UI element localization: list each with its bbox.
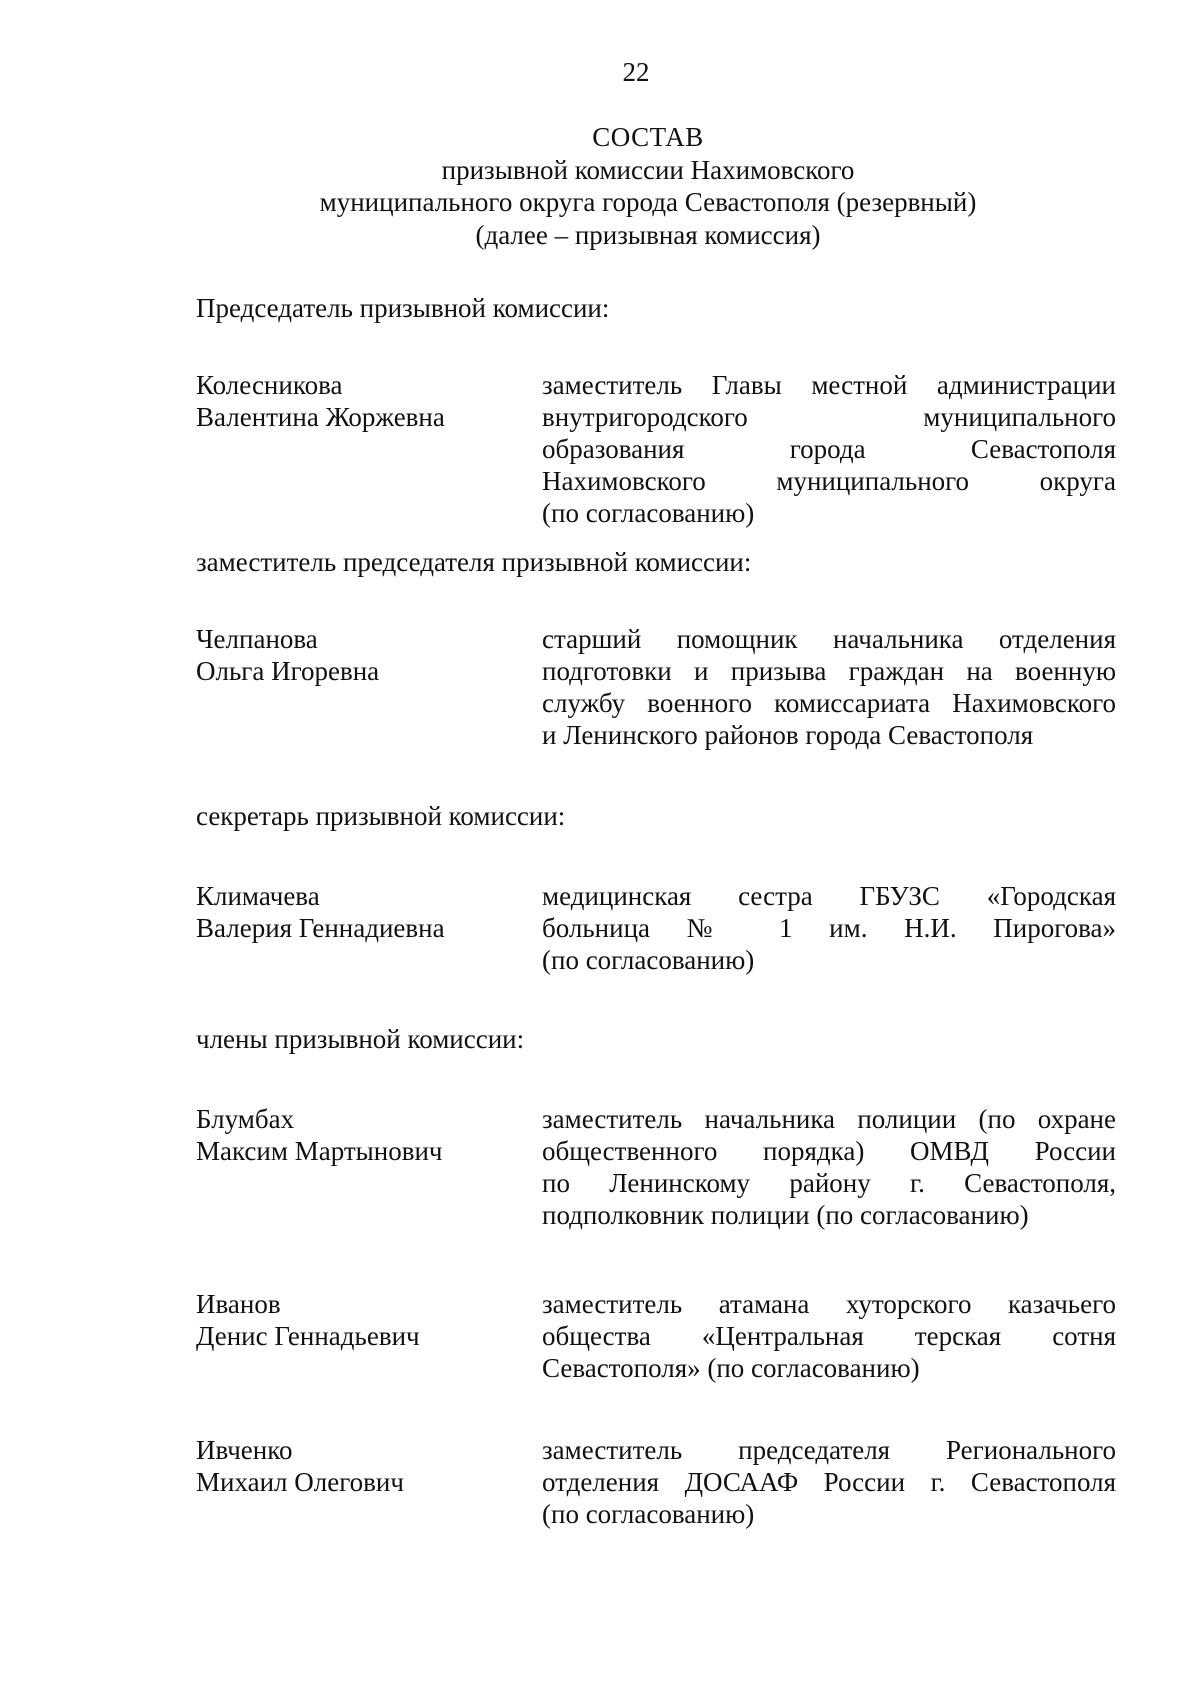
position-line: больница № 1 им. Н.И. Пирогова» [542, 913, 1116, 943]
position-line: заместитель начальника полиции (по охране [542, 1104, 1116, 1134]
person-surname: Климачева [196, 881, 320, 911]
person-name [196, 1434, 526, 1498]
person-given-names: Максим Мартынович [196, 1136, 443, 1166]
page-number: 22 [622, 57, 650, 87]
person-surname: Ивченко [196, 1435, 293, 1465]
position-line: заместитель Главы местной администрации [542, 370, 1116, 400]
person-position [542, 1288, 1116, 1384]
position-line: общества «Центральная терская сотня [542, 1321, 1116, 1351]
person-given-names: Валентина Жоржевна [196, 402, 445, 432]
person-position [542, 1103, 1116, 1231]
person-name [196, 369, 526, 433]
person-surname: Иванов [196, 1289, 281, 1319]
person-given-names: Михаил Олегович [196, 1467, 404, 1497]
document-title [0, 121, 1200, 251]
position-line: Нахимовского муниципального округа [542, 466, 1116, 496]
position-line: (по согласованию) [542, 1499, 755, 1529]
person-given-names: Денис Геннадьевич [196, 1321, 420, 1351]
title-line-3: муниципального округа города Севастополя (резервный) [319, 187, 977, 217]
position-line: (по согласованию) [542, 945, 755, 975]
position-line: подготовки и призыва граждан на военную [542, 656, 1116, 686]
position-line: и Ленинского районов города Севастополя [542, 720, 1034, 750]
position-line: подполковник полиции (по согласованию) [542, 1200, 1029, 1230]
person-name [196, 623, 526, 687]
person-position [542, 1434, 1116, 1530]
position-line: по Ленинскому району г. Севастополя, [542, 1168, 1116, 1198]
deputy-label: заместитель председателя призывной комиссии: [196, 547, 752, 577]
position-line: отделения ДОСААФ России г. Севастополя [542, 1467, 1116, 1497]
position-line: образования города Севастополя [542, 434, 1116, 464]
person-position [542, 880, 1116, 976]
person-name [196, 1288, 526, 1352]
person-position [542, 369, 1116, 529]
position-line: заместитель председателя Регионального [542, 1435, 1116, 1465]
secretary-label: секретарь призывной комиссии: [196, 801, 566, 831]
position-line: Севастополя» (по согласованию) [542, 1353, 920, 1383]
position-line: общественного порядка) ОМВД России [542, 1136, 1116, 1166]
members-label: члены призывной комиссии: [196, 1024, 525, 1054]
person-position [542, 623, 1116, 751]
person-name [196, 1103, 526, 1167]
title-line-2: призывной комиссии Нахимовского [441, 154, 855, 185]
person-given-names: Ольга Игоревна [196, 656, 380, 686]
person-surname: Колесникова [196, 370, 343, 400]
person-given-names: Валерия Геннадиевна [196, 913, 445, 943]
position-line: медицинская сестра ГБУЗС «Городская [542, 881, 1116, 911]
chairman-label: Председатель призывной комиссии: [196, 293, 610, 323]
position-line: старший помощник начальника отделения [542, 624, 1116, 654]
position-line: внутригородского муниципального [542, 402, 1116, 432]
person-surname: Блумбах [196, 1104, 295, 1134]
position-line: заместитель атамана хуторского казачьего [542, 1289, 1116, 1319]
title-line-1: СОСТАВ [592, 122, 704, 152]
person-surname: Челпанова [196, 624, 318, 654]
title-line-4: (далее – призывная комиссия) [475, 219, 821, 250]
position-line: службу военного комиссариата Нахимовского [542, 688, 1116, 718]
person-name [196, 880, 526, 944]
position-line: (по согласованию) [542, 498, 755, 528]
